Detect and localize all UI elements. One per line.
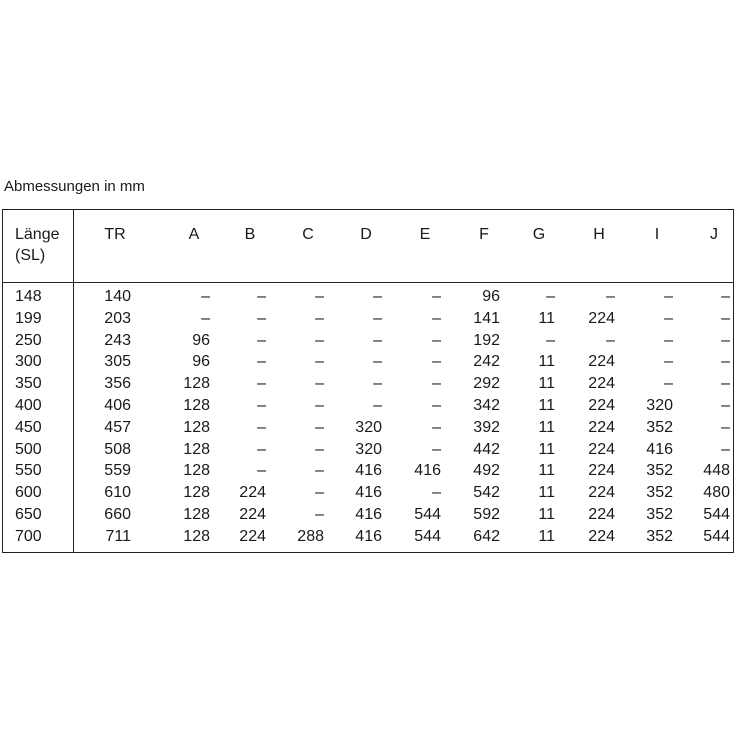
table-cell: 224 [239, 527, 266, 545]
table-cell: – [432, 440, 441, 458]
length-cell: 700 [15, 527, 42, 545]
table-cell: – [432, 484, 441, 502]
table-cell: 11 [538, 353, 555, 371]
header-g: G [532, 226, 546, 243]
table-cell: – [432, 396, 441, 414]
table-cell: – [315, 375, 324, 393]
table-row [3, 351, 733, 373]
table-cell: 288 [297, 527, 324, 545]
table-cell: 128 [183, 396, 210, 414]
table-cell: 242 [473, 353, 500, 371]
table-cell: – [373, 353, 382, 371]
table-cell: 128 [183, 462, 210, 480]
table-cell: 544 [703, 527, 730, 545]
table-row [3, 308, 733, 330]
length-cell: 300 [15, 353, 42, 371]
header-length [15, 224, 60, 266]
table-row [3, 330, 733, 352]
table-cell: – [721, 375, 730, 393]
table-cell: 480 [703, 484, 730, 502]
table-row [3, 439, 733, 461]
table-cell: – [257, 353, 266, 371]
table-cell: 224 [588, 353, 615, 371]
table-cell: 243 [104, 331, 131, 349]
table-cell: 11 [538, 418, 555, 436]
table-cell: – [315, 288, 324, 305]
length-cell: 350 [15, 375, 42, 393]
table-cell: 224 [588, 309, 615, 327]
table-cell: 352 [646, 484, 673, 502]
table-cell: 660 [104, 505, 131, 523]
table-cell: 11 [538, 375, 555, 393]
table-body [3, 286, 733, 548]
table-cell: – [546, 331, 555, 349]
table-cell: – [546, 288, 555, 305]
header-length-line2: (SL) [15, 247, 46, 264]
table-row [3, 373, 733, 395]
table-cell: 224 [588, 484, 615, 502]
length-cell: 148 [15, 288, 42, 305]
table-cell: 508 [104, 440, 131, 458]
table-cell: 96 [482, 288, 500, 305]
length-cell: 199 [15, 309, 42, 327]
length-cell: 600 [15, 484, 42, 502]
length-cell: 250 [15, 331, 42, 349]
header-h: H [593, 226, 605, 243]
table-cell: – [315, 418, 324, 436]
table-cell: 224 [239, 505, 266, 523]
table-cell: 416 [646, 440, 673, 458]
table-cell: 416 [355, 505, 382, 523]
table-cell: 140 [104, 288, 131, 305]
table-cell: 542 [473, 484, 500, 502]
table-row [3, 395, 733, 417]
table-cell: – [315, 396, 324, 414]
table-cell: – [664, 375, 673, 393]
table-cell: – [664, 331, 673, 349]
table-cell: – [721, 309, 730, 327]
table-cell: 406 [104, 396, 131, 414]
table-cell: 442 [473, 440, 500, 458]
table-cell: 96 [192, 353, 210, 371]
header-c: C [302, 226, 314, 243]
table-cell: 320 [355, 440, 382, 458]
table-cell: 352 [646, 462, 673, 480]
table-cell: – [257, 440, 266, 458]
table-cell: 11 [538, 527, 555, 545]
table-cell: – [373, 309, 382, 327]
table-cell: 128 [183, 527, 210, 545]
table-cell: 11 [538, 440, 555, 458]
table-cell: 352 [646, 527, 673, 545]
table-cell: – [721, 418, 730, 436]
table-cell: 11 [538, 505, 555, 523]
table-cell: 224 [239, 484, 266, 502]
table-cell: 11 [538, 396, 555, 414]
table-caption: Abmessungen in mm [4, 178, 145, 195]
header-f: F [479, 226, 489, 243]
header-d: D [360, 226, 372, 243]
table-cell: – [315, 331, 324, 349]
table-cell: 224 [588, 418, 615, 436]
table-cell: – [373, 331, 382, 349]
table-cell: – [257, 309, 266, 327]
table-cell: 352 [646, 418, 673, 436]
table-cell: 544 [414, 527, 441, 545]
dimensions-table [2, 209, 734, 553]
table-cell: 342 [473, 396, 500, 414]
length-cell: 450 [15, 418, 42, 436]
table-cell: – [664, 353, 673, 371]
table-cell: 224 [588, 375, 615, 393]
table-cell: 416 [414, 462, 441, 480]
table-cell: 320 [646, 396, 673, 414]
table-cell: – [432, 418, 441, 436]
table-cell: – [257, 331, 266, 349]
table-cell: – [257, 396, 266, 414]
header-i: I [654, 226, 660, 243]
table-cell: 416 [355, 527, 382, 545]
table-cell: 11 [538, 462, 555, 480]
table-cell: 128 [183, 505, 210, 523]
table-cell: – [315, 505, 324, 523]
table-cell: 203 [104, 309, 131, 327]
table-cell: 320 [355, 418, 382, 436]
table-cell: 141 [473, 309, 500, 327]
table-cell: – [664, 309, 673, 327]
table-cell: – [432, 288, 441, 305]
header-b: B [244, 226, 256, 243]
table-row [3, 504, 733, 526]
table-cell: – [315, 462, 324, 480]
table-cell: 305 [104, 353, 131, 371]
length-cell: 550 [15, 462, 42, 480]
table-cell: – [315, 484, 324, 502]
header-tr: TR [104, 226, 126, 243]
table-cell: – [606, 288, 615, 305]
table-cell: – [257, 418, 266, 436]
table-cell: 224 [588, 396, 615, 414]
table-cell: – [432, 309, 441, 327]
table-row [3, 417, 733, 439]
table-cell: – [721, 440, 730, 458]
table-cell: 642 [473, 527, 500, 545]
table-cell: 224 [588, 462, 615, 480]
table-cell: – [606, 331, 615, 349]
table-cell: 392 [473, 418, 500, 436]
table-cell: 448 [703, 462, 730, 480]
table-cell: 224 [588, 440, 615, 458]
table-cell: – [257, 462, 266, 480]
table-cell: 416 [355, 462, 382, 480]
table-cell: – [257, 288, 266, 305]
table-cell: 356 [104, 375, 131, 393]
table-cell: – [257, 375, 266, 393]
length-cell: 400 [15, 396, 42, 414]
table-cell: – [315, 309, 324, 327]
header-divider [3, 282, 733, 283]
length-cell: 650 [15, 505, 42, 523]
table-cell: 192 [473, 331, 500, 349]
table-cell: – [373, 396, 382, 414]
table-cell: – [201, 309, 210, 327]
table-cell: 128 [183, 418, 210, 436]
table-cell: 457 [104, 418, 131, 436]
table-row [3, 460, 733, 482]
table-cell: 544 [414, 505, 441, 523]
table-cell: – [664, 288, 673, 305]
table-cell: 11 [538, 484, 555, 502]
table-cell: 352 [646, 505, 673, 523]
header-a: A [188, 226, 200, 243]
table-cell: 416 [355, 484, 382, 502]
table-cell: – [373, 288, 382, 305]
table-cell: – [432, 331, 441, 349]
table-cell: 128 [183, 484, 210, 502]
table-cell: – [201, 288, 210, 305]
table-cell: 128 [183, 375, 210, 393]
table-cell: – [721, 331, 730, 349]
table-cell: – [721, 288, 730, 305]
table-cell: 292 [473, 375, 500, 393]
table-cell: 610 [104, 484, 131, 502]
table-cell: – [315, 440, 324, 458]
table-cell: 544 [703, 505, 730, 523]
table-cell: 128 [183, 440, 210, 458]
table-cell: 224 [588, 527, 615, 545]
table-cell: 224 [588, 505, 615, 523]
table-cell: – [721, 396, 730, 414]
table-cell: 711 [105, 527, 131, 545]
header-length-line1: Länge [15, 226, 60, 243]
table-cell: 96 [192, 331, 210, 349]
length-cell: 500 [15, 440, 42, 458]
header-e: E [419, 226, 431, 243]
table-cell: – [432, 353, 441, 371]
table-cell: 492 [473, 462, 500, 480]
table-row [3, 482, 733, 504]
table-cell: – [432, 375, 441, 393]
table-cell: – [721, 353, 730, 371]
table-cell: 11 [538, 309, 555, 327]
table-cell: 559 [104, 462, 131, 480]
table-cell: – [315, 353, 324, 371]
table-cell: – [373, 375, 382, 393]
table-cell: 592 [473, 505, 500, 523]
header-j: J [710, 226, 718, 243]
table-row [3, 526, 733, 548]
table-row [3, 286, 733, 308]
